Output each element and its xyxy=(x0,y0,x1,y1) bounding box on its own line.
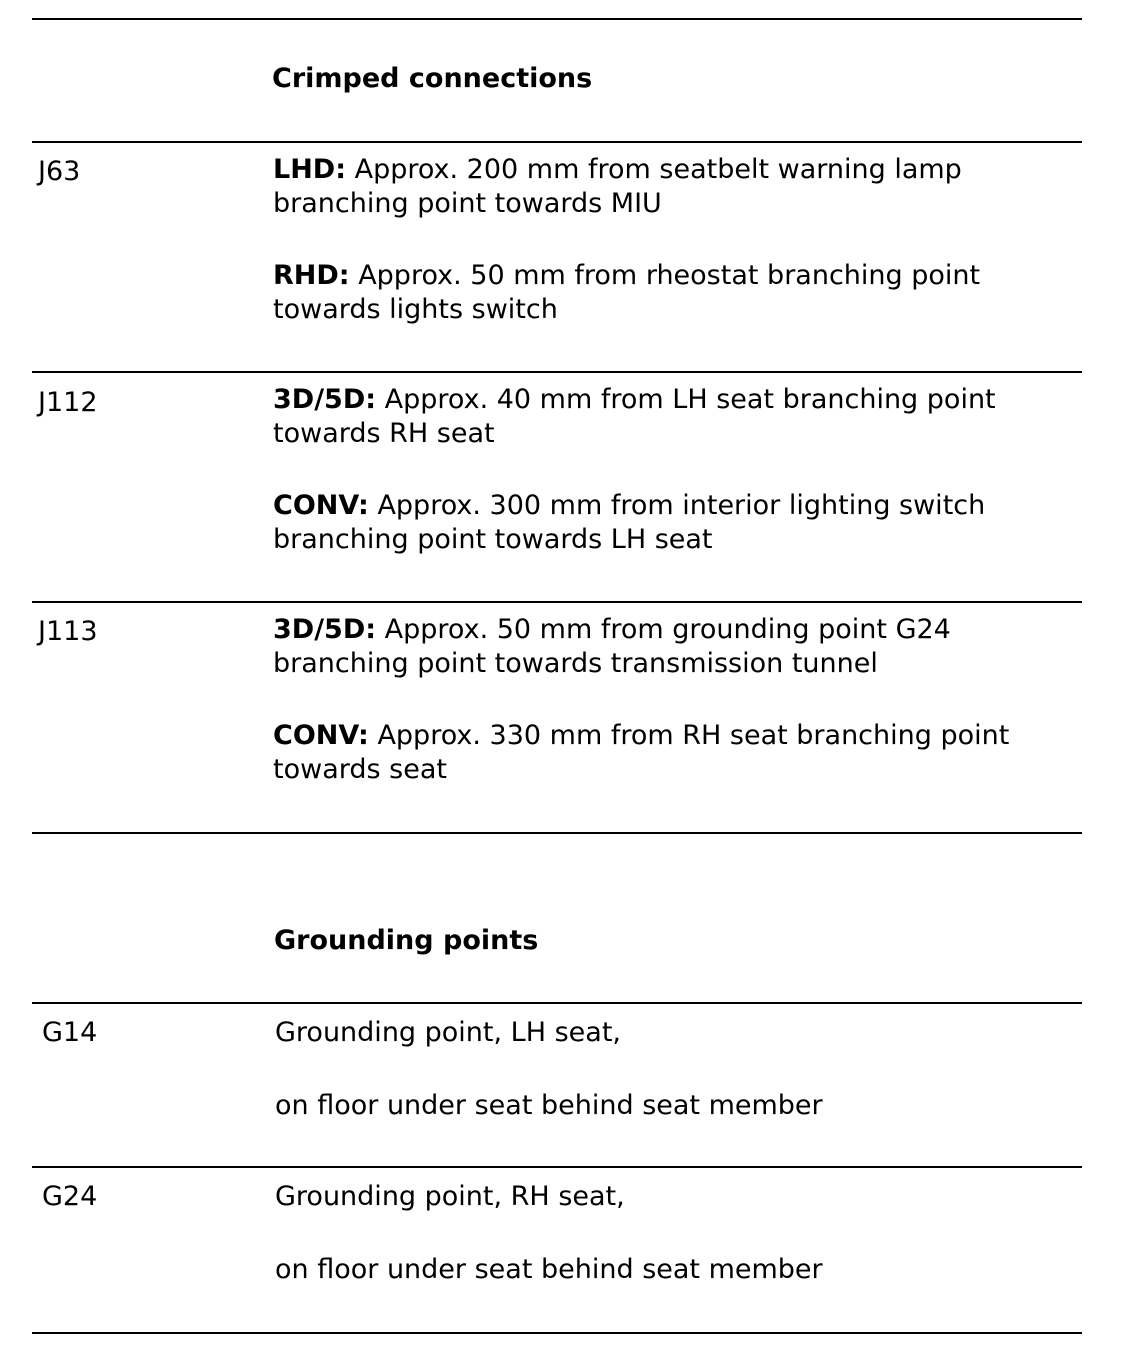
connector-code: J112 xyxy=(38,387,98,418)
location-text: Approx. 40 mm from LH seat branching point towards RH seat xyxy=(273,384,996,449)
grounding-points-heading: Grounding points xyxy=(274,925,539,956)
variant-label: CONV: xyxy=(273,490,369,521)
grounding-description: Grounding point, RH seat, xyxy=(275,1181,625,1212)
location-description xyxy=(273,613,1063,681)
location-text: Approx. 300 mm from interior lighting switch branching point towards LH seat xyxy=(273,490,986,555)
variant-label: 3D/5D: xyxy=(273,384,377,415)
grounding-description: Grounding point, LH seat, xyxy=(275,1017,621,1048)
grounding-code: G24 xyxy=(42,1181,98,1212)
location-text: Approx. 330 mm from RH seat branching point towards seat xyxy=(273,720,1010,785)
location-description xyxy=(273,719,1063,787)
divider-crimped-end xyxy=(32,832,1082,834)
crimped-connections-heading: Crimped connections xyxy=(272,63,593,94)
variant-label: CONV: xyxy=(273,720,369,751)
variant-label: 3D/5D: xyxy=(273,614,377,645)
location-text: Approx. 50 mm from grounding point G24 branching point towards transmission tunnel xyxy=(273,614,951,679)
variant-label: RHD: xyxy=(273,260,350,291)
grounding-location: on floor under seat behind seat member xyxy=(275,1254,823,1285)
divider-row-j112 xyxy=(32,601,1082,603)
location-description xyxy=(273,383,1063,451)
variant-label: LHD: xyxy=(273,154,347,185)
location-description xyxy=(273,259,1063,327)
divider-grounding-header xyxy=(32,1002,1082,1004)
connector-code: J63 xyxy=(38,156,81,187)
divider-row-g14 xyxy=(32,1166,1082,1168)
location-description xyxy=(273,153,1063,221)
divider-crimped-header xyxy=(32,141,1082,143)
divider-bottom xyxy=(32,1332,1082,1334)
connector-code: J113 xyxy=(38,616,98,647)
location-text: Approx. 50 mm from rheostat branching point towards lights switch xyxy=(273,260,981,325)
divider-row-j63 xyxy=(32,371,1082,373)
grounding-location: on floor under seat behind seat member xyxy=(275,1090,823,1121)
grounding-code: G14 xyxy=(42,1017,98,1048)
location-text: Approx. 200 mm from seatbelt warning lamp branching point towards MIU xyxy=(273,154,962,219)
divider-top xyxy=(32,18,1082,20)
location-description xyxy=(273,489,1063,557)
